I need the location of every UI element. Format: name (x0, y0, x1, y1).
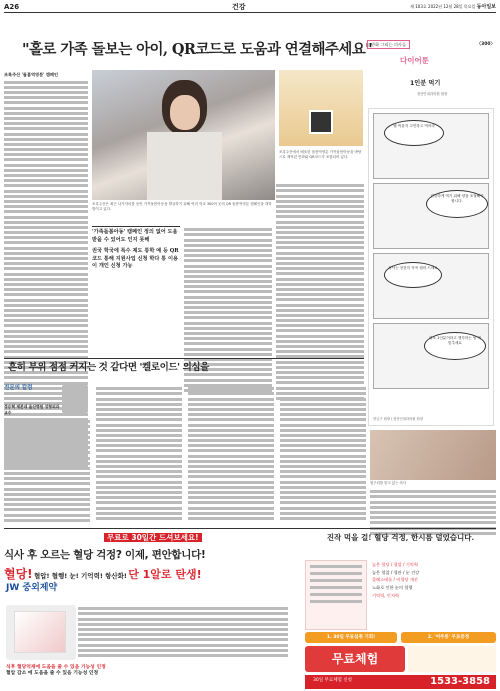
cartoon-panel-2 (373, 183, 489, 249)
column-text-2 (96, 385, 182, 522)
child-body (147, 132, 222, 200)
ad-feature-list (372, 560, 496, 600)
ad-testimonial (305, 560, 367, 630)
ad-promo (104, 533, 304, 543)
cartoon-caption: 양금구 원장 / 정산인내과의원 원장 (373, 416, 423, 421)
ad-product: 혈당! (4, 567, 33, 582)
phone-number: 1533-3858 (430, 676, 490, 687)
ad-offer-boxes (305, 632, 496, 644)
call-label: 30일 무료체험 신청 (313, 678, 353, 683)
ad-claim-2: 혈압 감소 에 도움을 줄 수 있음 기능성 인정 (6, 671, 99, 677)
speech-bubble-2: 건강하게 먹기 위해 양을 조절해야 합니다. (426, 190, 488, 218)
ad-claim-1: 식후 혈당억제에 도움을 줄 수 있음 기능성 인정 (6, 665, 106, 670)
section-title: 건강 (232, 3, 246, 11)
product-box-image (6, 605, 76, 660)
column-series: 전문의 칼럼 (4, 385, 33, 391)
company-name: JW 중외제약 (6, 583, 58, 593)
call-bar (305, 675, 496, 689)
column-photo-caption: 옆구리를 맞고 있는 의사 (370, 481, 406, 485)
ad-left (4, 533, 304, 583)
ad-product-sub: 혈압! 혈행! 눈! 기억력! 항산화! (33, 572, 127, 581)
column-text-1 (4, 418, 90, 524)
column-headline: 흔히 부위 점점 커지는 것 같다면 '켈로이드' 의심을 (8, 362, 209, 373)
pull-quote-block (92, 226, 180, 271)
column-text-5 (370, 488, 496, 537)
newspaper-name: 동아일보 (476, 4, 496, 10)
offer-box-1: 1. 30일 무료섭취 기회! (305, 632, 397, 643)
photo-caption: 조록주산은 최근 나가자의를 동안 가족돌봄아동을 발굴하기 위해 여러 학교 300여 곳의 QR 돌봄역영툰 캠페인을 대학 벌이고 있다. (92, 202, 272, 211)
company-logo (6, 582, 92, 602)
cartoon-author: 정산인내과의원 원장 (416, 92, 448, 96)
free-gift-image (408, 646, 496, 672)
column-author: 정승혁 제본네 울산병원 성형외과 교수 (4, 404, 60, 415)
cartoon-series-header (367, 42, 495, 56)
ad-bottom-claims (6, 665, 286, 678)
flyer-caption: 조록주산에서 배포한 돌봄역영툰 가족돌봄아동을 바탕으로 제작된 만화와 QR코드가 포함되어 있다. (279, 150, 362, 159)
ad-right-title: 진작 먹을 걸! 혈당 걱정, 한시름 덜었습니다. (326, 533, 475, 542)
child-face (170, 95, 200, 130)
qr-code-icon (309, 110, 333, 134)
series-number: 〈300〉 (476, 42, 495, 47)
column-text-3 (188, 385, 274, 522)
feature-4: 노화로 인한 눈의 혈행 (372, 585, 413, 591)
page-number: A26 (4, 3, 20, 11)
page-header (4, 3, 496, 13)
cartoon-panel-4 (373, 323, 489, 389)
cartoon-panel-3 (373, 253, 489, 319)
column-byline (4, 385, 90, 415)
ad-body-text (78, 605, 288, 660)
speech-bubble-3: 식사는 천천히 꼭꼭 씹어 드세요 (384, 262, 442, 288)
pull-quote-2: 권국 학국에 특수 제도 통학 예 등 QR코드 통해 지원사업 신청 학다 통 이용이 개인 신청 가능 (92, 248, 179, 270)
cartoon-strip (368, 108, 494, 426)
flyer-photo (279, 70, 363, 146)
section-divider (4, 358, 364, 359)
ad-product-cta: 단 1알로 탄생! (128, 568, 202, 582)
speech-bubble-1: 뭘 먹을지 고민하고 먹어라 (384, 120, 444, 146)
column-text-4 (280, 385, 366, 522)
issue-date (410, 4, 496, 11)
ad-promo-text: 무료로 30일간 드셔보세요! (104, 533, 202, 542)
series-label: 만화 그리는 의사들 (367, 40, 410, 49)
column-photo (370, 430, 496, 480)
pull-quote: '가족돌봄아동' 캠페인 정의 없어 도움 받을 수 있어도 인지 못해 (92, 226, 180, 244)
series-title: 다이어툰 (400, 56, 429, 65)
product-package (14, 611, 66, 653)
feature-2: 높은 혈압 / 혈관 / 눈 건강 (372, 569, 420, 575)
reporter-line: 조록주산 '돌봄역영툰' 캠페인 (4, 72, 59, 77)
article-photo (92, 70, 275, 200)
ad-divider (4, 528, 496, 529)
feature-3: 콜레스테롤 / 비혈당 개선 (372, 577, 418, 583)
author-photo (62, 385, 88, 413)
ad-tagline: 식사 후 오르는 혈당 걱정? 이제, 편안합니다! (4, 549, 206, 562)
speech-bubble-4: 평소 1인분이라고 생각하는 양 에 맞추세요 (424, 332, 486, 360)
feature-5: 기억력, 인지력 (372, 592, 399, 598)
offer-box-2: 2. '여주롱' 무료증정 (401, 632, 496, 643)
free-trial-banner: 무료체험 (305, 646, 405, 672)
feature-1: 높은 혈당 / 혈압 / 기억력 (372, 562, 418, 567)
cartoon-title: 1인분 먹기 (410, 80, 441, 87)
ad-product-line (4, 566, 304, 583)
article-headline: "홀로 가족 돌보는 아이, QR코드로 도움과 연결해주세요" (22, 41, 373, 58)
cartoon-panel-1 (373, 113, 489, 179)
date-text: 제 103호 2022년 12월 28일 목요일 (410, 4, 476, 9)
